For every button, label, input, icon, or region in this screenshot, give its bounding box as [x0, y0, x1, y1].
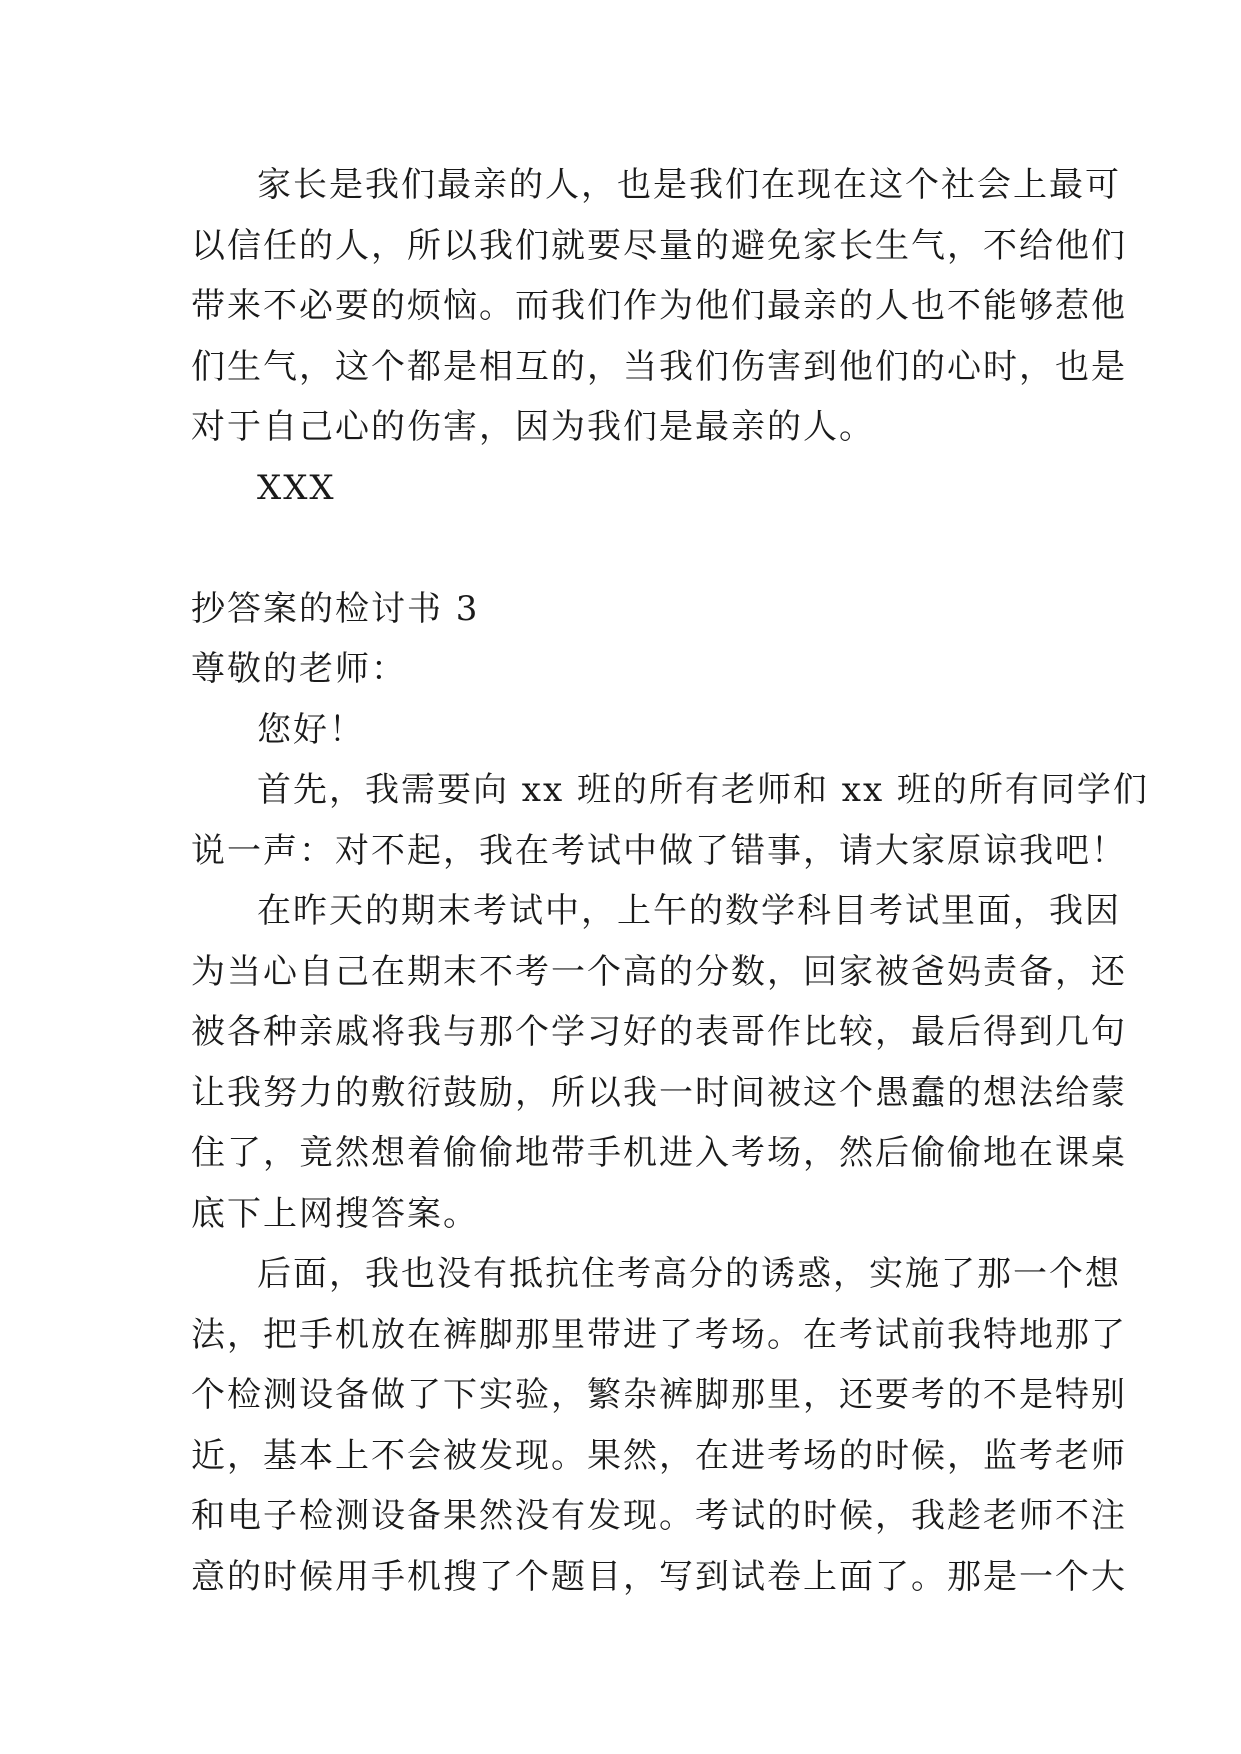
paragraph-line: 法，把手机放在裤脚那里带进了考场。在考试前我特地那了: [191, 1314, 1127, 1355]
section-title: 抄答案的检讨书 3: [191, 588, 480, 629]
paragraph-line: 后面，我也没有抵抗住考高分的诱惑，实施了那一个想: [257, 1254, 1121, 1294]
paragraph-line: 以信任的人，所以我们就要尽量的避免家长生气，不给他们: [191, 225, 1127, 266]
paragraph-line: 们生气，这个都是相互的，当我们伤害到他们的心时，也是: [191, 346, 1127, 387]
paragraph-line: 在昨天的期末考试中，上午的数学科目考试里面，我因: [257, 891, 1121, 931]
paragraph-line: 让我努力的敷衍鼓励，所以我一时间被这个愚蠢的想法给蒙: [191, 1072, 1127, 1113]
paragraph-line: 首先，我需要向 xx 班的所有老师和 xx 班的所有同学们: [257, 770, 1149, 810]
paragraph-line: 个检测设备做了下实验，繁杂裤脚那里，还要考的不是特别: [191, 1375, 1127, 1415]
signature: XXX: [257, 467, 336, 508]
paragraph-line: 住了，竟然想着偷偷地带手机进入考场，然后偷偷地在课桌: [191, 1133, 1127, 1173]
paragraph-line: 为当心自己在期末不考一个高的分数，回家被爸妈责备，还: [191, 951, 1127, 992]
paragraph-line: 和电子检测设备果然没有发现。考试的时候，我趁老师不注: [191, 1496, 1127, 1536]
salutation: 尊敬的老师：: [191, 649, 407, 689]
paragraph-line: 家长是我们最亲的人，也是我们在现在这个社会上最可: [257, 165, 1121, 205]
paragraph-line: 带来不必要的烦恼。而我们作为他们最亲的人也不能够惹他: [191, 286, 1127, 326]
paragraph-line: 对于自己心的伤害，因为我们是最亲的人。: [191, 407, 875, 447]
paragraph-line: 说一声：对不起，我在考试中做了错事，请大家原谅我吧！: [191, 830, 1127, 871]
blank-line: [191, 518, 1053, 579]
document-body: [191, 155, 1149, 1607]
paragraph-line: 近，基本上不会被发现。果然，在进考场的时候，监考老师: [191, 1435, 1127, 1476]
paragraph-line: 被各种亲戚将我与那个学习好的表哥作比较，最后得到几句: [191, 1012, 1127, 1052]
paragraph-line: 意的时候用手机搜了个题目，写到试卷上面了。那是一个大: [191, 1556, 1127, 1597]
greeting: 您好！: [257, 709, 365, 750]
paragraph-line: 底下上网搜答案。: [191, 1193, 479, 1234]
